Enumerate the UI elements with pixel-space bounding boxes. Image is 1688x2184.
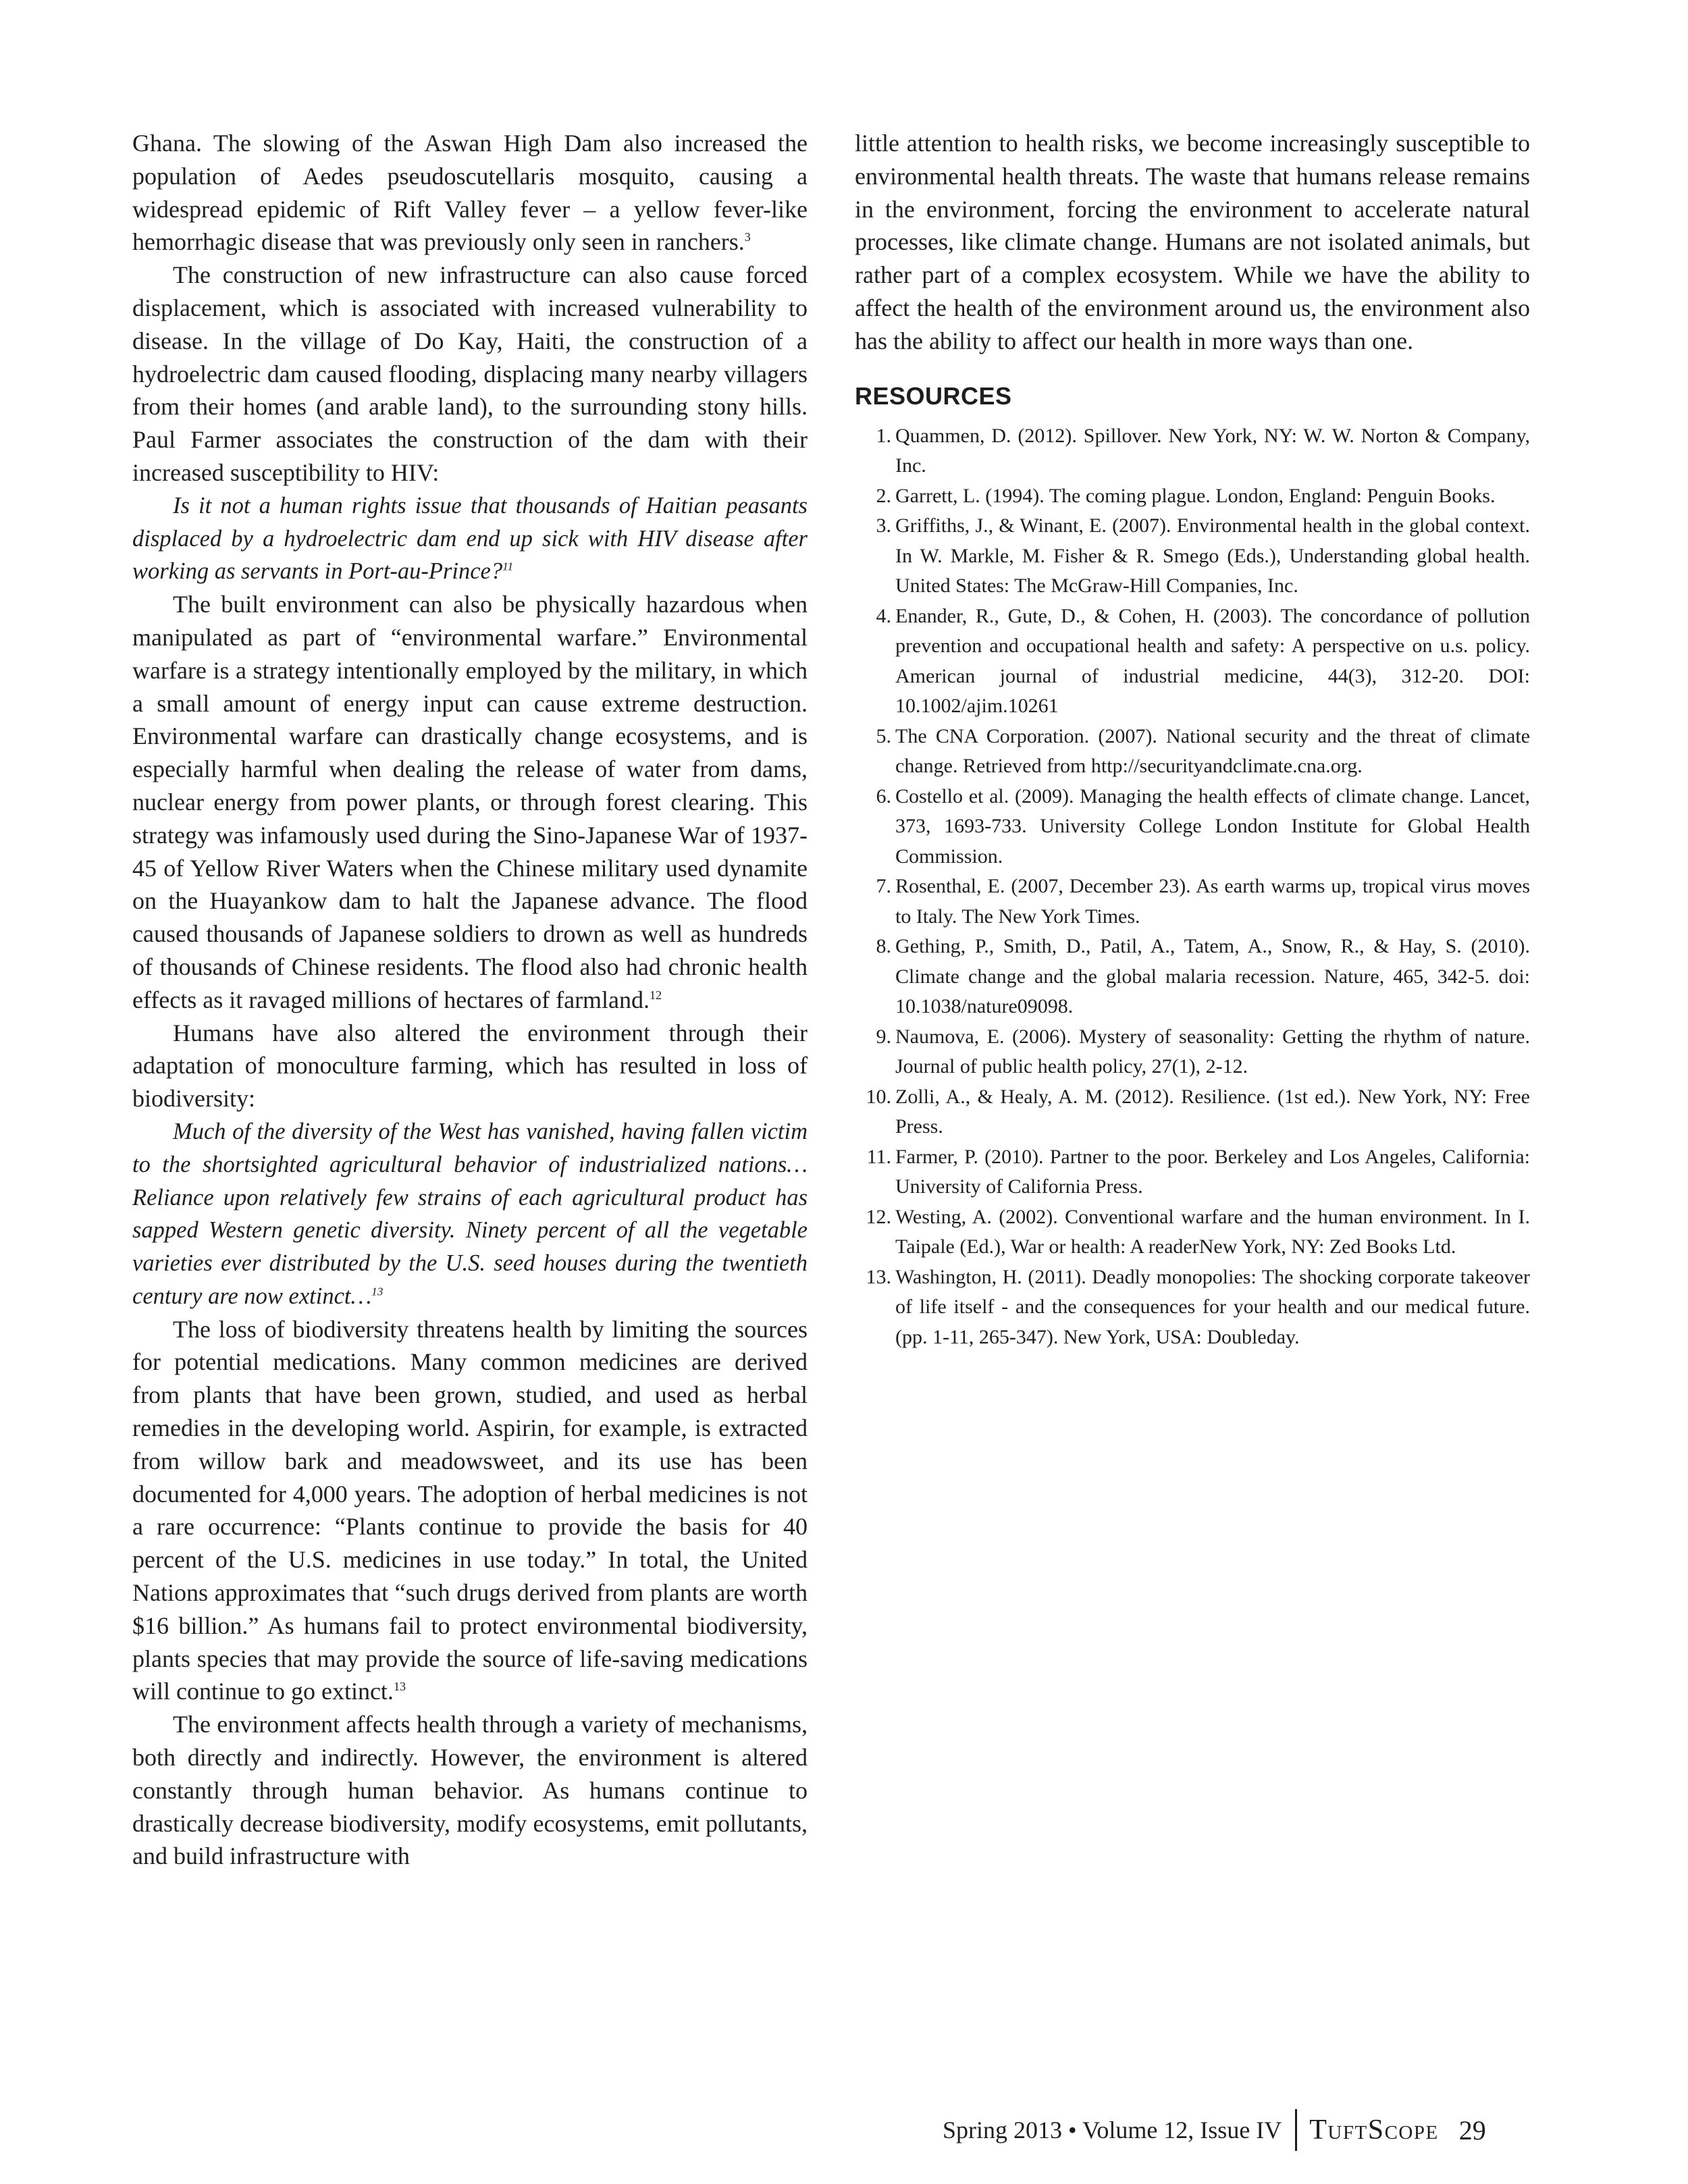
reference-text: Westing, A. (2002). Conventional warfare and the human environment. In I. Taipale (Ed.), War or health: A readerNew York, NY: Zed Books Ltd. <box>895 1205 1530 1258</box>
reference-number: 1. <box>876 424 891 447</box>
reference-text: Zolli, A., & Healy, A. M. (2012). Resilience. (1st ed.). New York, NY: Free Press. <box>895 1085 1530 1138</box>
footer-divider <box>1295 2109 1297 2151</box>
body-paragraph: The environment affects health through a variety of mechanisms, both directly and indirectly. However, the environment is altered constantly through human behavior. As humans continue to drastically decrease biodiversity, modify ecosystems, emit pollutants, and build infrastructure with <box>132 1711 808 1870</box>
block-quote: Much of the diversity of the West has vanished, having fallen victim to the shortsighted agricultural behavior of industrialized nations… Reliance upon relatively few strains of each agricultural product has sapped Western genetic diversity. Ninety percent of all the vegetable varieties ever distributed by the U.S. seed houses during the twentieth century are now extinct…$^{13}$ <box>132 1118 808 1309</box>
citation-superscript: 13 <box>371 1285 384 1298</box>
reference-number: 5. <box>876 724 891 747</box>
reference-number: 9. <box>876 1025 891 1048</box>
reference-number: 3. <box>876 514 891 537</box>
reference-item <box>855 1142 1530 1202</box>
reference-item <box>855 602 1530 722</box>
reference-text: Quammen, D. (2012). Spillover. New York, NY: W. W. Norton & Company, Inc. <box>895 424 1530 477</box>
body-paragraph: The built environment can also be physically hazardous when manipulated as part of “environmental warfare.” Environmental warfare is a strategy intentionally employed by the military, in which a small amount of energy input can cause extreme destruction. Environmental warfare can drastically change ecosystems, and is especially harmful when dealing the release of water from dams, nuclear energy from power plants, or through forest clearing. This strategy was infamously used during the Sino-Japanese War of 1937-45 of Yellow River Waters when the Chinese military used dynamite on the Huayankow dam to halt the Japanese advance. The flood caused thousands of Japanese soldiers to drown as well as hundreds of thousands of Chinese residents. The flood also had chronic health effects as it ravaged millions of hectares of farmland.$^{12}$ <box>132 591 808 1013</box>
body-paragraph: Humans have also altered the environment through their adaptation of monoculture farming, which has resulted in loss of biodiversity: <box>132 1019 808 1113</box>
resources-heading: RESOURCES <box>855 381 1012 410</box>
reference-text: Griffiths, J., & Winant, E. (2007). Environmental health in the global context. In W. Markle, M. Fisher & R. Smego (Eds.), Understanding global health. United States: The McGraw-Hill Companies, Inc. <box>895 514 1530 597</box>
reference-text: Farmer, P. (2010). Partner to the poor. Berkeley and Los Angeles, California: University of California Press. <box>895 1145 1530 1198</box>
citation-superscript: 12 <box>650 988 662 1002</box>
body-paragraph: The construction of new infrastructure can also cause forced displacement, which is associated with increased vulnerability to disease. In the village of Do Kay, Haiti, the construction of a hydroelectric dam caused flooding, displacing many nearby villagers from their homes (and arable land), to the surrounding stony hills. Paul Farmer associates the construction of the dam with their increased susceptibility to HIV: <box>132 261 808 486</box>
citation-superscript: 3 <box>744 230 751 244</box>
reference-number: 4. <box>876 604 891 627</box>
page-number: 29 <box>1458 2114 1486 2146</box>
body-paragraph: Ghana. The slowing of the Aswan High Dam also increased the population of Aedes pseudoscutellaris mosquito, causing a widespread epidemic of Rift Valley fever – a yellow fever-like hemorrhagic disease that was previously only seen in ranchers.$^3$ <box>132 130 808 256</box>
reference-text: Gething, P., Smith, D., Patil, A., Tatem, A., Snow, R., & Hay, S. (2010). Climate change and the global malaria recession. Nature, 465, 342-5. doi: 10.1038/nature09098. <box>895 935 1530 1018</box>
reference-item <box>855 1022 1530 1082</box>
reference-item <box>855 872 1530 932</box>
reference-text: Costello et al. (2009). Managing the health effects of climate change. Lancet, 373, 1693-733. University College London Institute for Global Health Commission. <box>895 784 1530 868</box>
body-paragraph: The loss of biodiversity threatens health by limiting the sources for potential medications. Many common medicines are derived from plants that have been grown, studied, and used as herbal remedies in the developing world. Aspirin, for example, is extracted from willow bark and meadowsweet, and its use has been documented for 4,000 years. The adoption of herbal medicines is not a rare occurrence: “Plants continue to provide the basis for 40 percent of the U.S. medicines in use today.” In total, the United Nations approximates that “such drugs derived from plants are worth $16 billion.” As humans fail to protect environmental biodiversity, plants species that may provide the source of life-saving medications will continue to go extinct.$^{13}$ <box>132 1315 808 1705</box>
page-footer <box>943 2108 1486 2152</box>
reference-item <box>855 421 1530 481</box>
block-quote: Is it not a human rights issue that thousands of Haitian peasants displaced by a hydroelectric dam end up sick with HIV disease after working as servants in Port-au-Prince?$^{11}$ <box>132 492 808 585</box>
reference-number: 12. <box>866 1205 891 1228</box>
issue-label: Spring 2013 • Volume 12, Issue IV <box>943 2116 1282 2143</box>
reference-number: 11. <box>866 1145 891 1168</box>
reference-number: 10. <box>866 1085 891 1108</box>
reference-number: 2. <box>876 484 891 507</box>
reference-text: Naumova, E. (2006). Mystery of seasonality: Getting the rhythm of nature. Journal of public health policy, 27(1), 2-12. <box>895 1025 1530 1078</box>
right-column <box>855 127 1530 1352</box>
reference-text: Rosenthal, E. (2007, December 23). As earth warms up, tropical virus moves to Italy. The New York Times. <box>895 875 1530 928</box>
reference-text: Garrett, L. (1994). The coming plague. London, England: Penguin Books. <box>895 484 1496 507</box>
journal-name: TuftScope <box>1309 2114 1439 2146</box>
reference-item <box>855 722 1530 782</box>
reference-item <box>855 1082 1530 1142</box>
reference-item <box>855 1262 1530 1353</box>
reference-text: Washington, H. (2011). Deadly monopolies: The shocking corporate takeover of life itself - and the consequences for your health and our medical future. (pp. 1-11, 265-347). New York, USA: Doubleday. <box>895 1265 1530 1348</box>
reference-item <box>855 1202 1530 1262</box>
reference-text: Enander, R., Gute, D., & Cohen, H. (2003). The concordance of pollution prevention and occupational health and safety: A perspective on u.s. policy. American journal of industrial medicine, 44(3), 312-20. DOI: 10.1002/ajim.10261 <box>895 604 1530 718</box>
reference-number: 13. <box>866 1265 891 1288</box>
body-paragraph: little attention to health risks, we become increasingly susceptible to environmental health threats. The waste that humans release remains in the environment, forcing the environment to accelerate natural processes, like climate change. Humans are not isolated animals, but rather part of a complex ecosystem. While we have the ability to affect the health of the environment around us, the environment also has the ability to affect our health in more ways than one. <box>855 130 1530 354</box>
reference-number: 6. <box>876 784 891 807</box>
reference-item <box>855 932 1530 1022</box>
reference-list <box>855 421 1530 1353</box>
reference-item <box>855 511 1530 602</box>
citation-superscript: 11 <box>502 560 514 573</box>
reference-item <box>855 481 1530 512</box>
citation-superscript: 13 <box>393 1680 406 1694</box>
reference-number: 8. <box>876 935 891 958</box>
left-column <box>132 127 808 1873</box>
reference-text: The CNA Corporation. (2007). National security and the threat of climate change. Retrieved from http://securityandclimate.cna.org. <box>895 724 1530 778</box>
reference-item <box>855 782 1530 872</box>
reference-number: 7. <box>876 875 891 898</box>
